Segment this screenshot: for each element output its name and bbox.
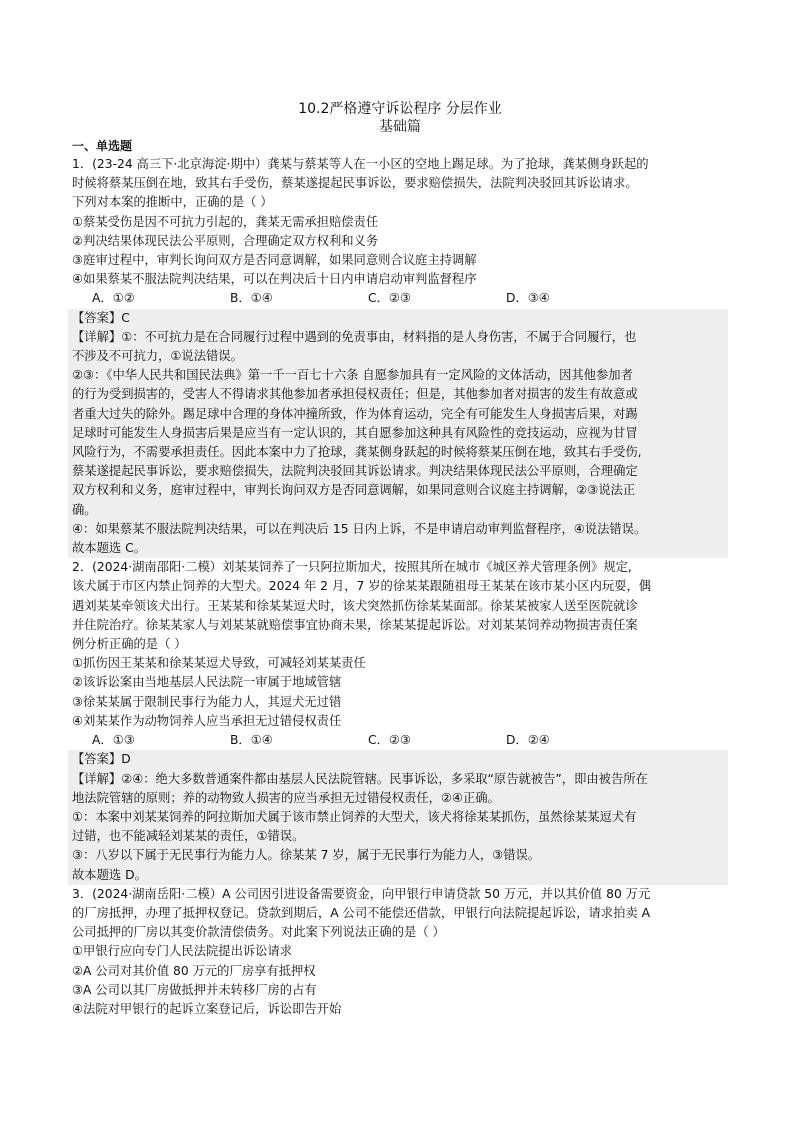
question-stem-line: 3．(2024·湖南岳阳·二模）A 公司因引进设备需要资金，向甲银行申请贷款 50 万元，并以其价值 80 万元 <box>72 886 651 901</box>
statement-item: ④刘某某作为动物饲养人应当承担无过错侵权责任 <box>72 713 342 728</box>
statement-item: ①抓伤因王某某和徐某某逗犬导致，可减轻刘某某责任 <box>72 656 366 671</box>
document-subtitle: 基础篇 <box>379 119 421 135</box>
option-b: B．①④ <box>230 733 273 748</box>
explanation-line: ④：如果蔡某不服法院判决结果，可以在判决后 15 日内上诉，不是申请启动审判监督程序，④说法错误。 <box>72 521 647 536</box>
question-stem-line: 1．(23-24 高三下·北京海淀·期中）龚某与蔡某等人在一小区的空地上踢足球。为了抢球，龚某侧身跃起的 <box>72 157 649 171</box>
option-d: D．②④ <box>506 733 550 748</box>
question-stem-line: 公司抵押的厂房以其变价款清偿债务。对此案下列说法正确的是（ ） <box>72 925 445 940</box>
question-3 <box>72 885 728 1019</box>
explanation-line: 者重大过失的除外。踢足球中合理的身体冲撞所致，作为体育运动，完全有可能发生人身损害后果，对踢 <box>72 406 638 421</box>
explanation-line: 的行为受到损害的，受害人不得请求其他参加者承担侵权责任；但是，其他参加者对损害的发生有故意或 <box>72 387 638 402</box>
explanation-line: ①：本案中刘某某饲养的阿拉斯加犬属于该市禁止饲养的大型犬，该犬将徐某某抓伤，虽然徐某某逗犬有 <box>72 809 637 824</box>
statement-item: ②判决结果体现民法公平原则，合理确定双方权利和义务 <box>72 233 379 248</box>
explanation-line: ③：八岁以下属于无民事行为能力人。徐某某 7 岁，属于无民事行为能力人，③错误。 <box>72 848 541 863</box>
option-a: A．①② <box>92 291 135 306</box>
question-stem-line: 遇刘某某牵领该犬出行。王某某和徐某某逗犬时，该犬突然抓伤徐某某面部。徐某某被家人送至医院就诊 <box>72 598 638 613</box>
statement-item: ③徐某某属于限制民事行为能力人，其逗犬无过错 <box>72 694 342 709</box>
explanation-line: 双方权利和义务，庭审过程中，审判长询问双方是否同意调解，如果同意则合议庭主持调解，②③说法正 <box>72 483 636 498</box>
explanation-line: 【详解】①：不可抗力是在合同履行过程中遇到的免责事由，材料指的是人身伤害，不属于合同履行，也 <box>72 329 637 344</box>
answer-block-1 <box>68 309 728 559</box>
option-c: C．②③ <box>368 291 411 306</box>
explanation-line: 故本题选 C。 <box>72 541 146 556</box>
explanation-line: 地法院管辖的原则；养的动物致人损害的应当承担无过错侵权责任，②④正确。 <box>72 790 500 805</box>
question-stem-line: 例分析正确的是（ ） <box>72 637 187 652</box>
statement-item: ④如果蔡某不服法院判决结果，可以在判决后十日内申请启动审判监督程序 <box>72 272 477 287</box>
statement-item: ③庭审过程中，审判长询问双方是否同意调解，如果同意则合议庭主持调解 <box>72 253 477 268</box>
statement-item: ①甲银行应向专门人民法院提出诉讼请求 <box>72 944 293 959</box>
question-2 <box>72 558 728 750</box>
option-d: D．③④ <box>506 291 550 306</box>
explanation-line: 不涉及不可抗力，①说法错误。 <box>72 349 243 364</box>
explanation-line: 足球时可能发生人身损害后果是应当有一定认识的，其自愿参加这种具有风险性的竞技运动，应视为甘冒 <box>72 425 638 440</box>
answer-block-2 <box>68 750 728 884</box>
question-stem-line: 的厂房抵押，办理了抵押权登记。贷款到期后，A 公司不能偿还借款，甲银行向法院提起诉讼，请求拍卖 A <box>72 905 651 920</box>
question-stem-line: 时候将蔡某压倒在地，致其右手受伤，蔡某遂提起民事诉讼，要求赔偿损失，法院判决驳回其诉讼请求。 <box>72 176 638 191</box>
answer-options <box>72 289 728 308</box>
section-heading: 一、单选题 <box>72 139 133 153</box>
option-a: A．①③ <box>92 733 135 748</box>
statement-item: ④法院对甲银行的起诉立案登记后，诉讼即告开始 <box>72 1001 342 1016</box>
statement-item: ②该诉讼案由当地基层人民法院一审属于地域管辖 <box>72 675 342 690</box>
document-page <box>72 100 728 1019</box>
question-stem-line: 下列对本案的推断中，正确的是（ ） <box>72 195 273 210</box>
explanation-line: 确。 <box>72 502 97 517</box>
document-title: 10.2严格遵守诉讼程序 分层作业 <box>298 101 502 117</box>
explanation-line: 故本题选 D。 <box>72 867 147 882</box>
explanation-line: 风险行为，不需要承担责任。因此本案中力了抢球，龚某侧身跃起的时候将蔡某压倒在地，致其右手受伤, <box>72 445 642 460</box>
statement-item: ①蔡某受伤是因不可抗力引起的，龚某无需承担赔偿责任 <box>72 214 379 229</box>
statement-item: ②A 公司对其价值 80 万元的厂房享有抵押权 <box>72 963 316 978</box>
explanation-line: 蔡某遂提起民事诉讼，要求赔偿损失，法院判决驳回其诉讼请求。判决结果体现民法公平原则，合理确定 <box>72 464 638 479</box>
option-c: C．②③ <box>368 733 411 748</box>
statement-item: ③A 公司以其厂房做抵押并未转移厂房的占有 <box>72 982 317 997</box>
answer-options <box>72 731 728 750</box>
explanation-line: 【详解】②④：绝大多数普通案件都由基层人民法院管辖。民事诉讼，多采取“原告就被告”，即由被告所在 <box>72 771 648 786</box>
explanation-line: 过错，也不能减轻刘某某的责任，①错误。 <box>72 829 305 844</box>
question-stem-line: 2．(2024·湖南邵阳·二模）刘某某饲养了一只阿拉斯加犬，按照其所在城市《城区养犬管理条例》规定, <box>72 560 632 575</box>
question-1 <box>72 155 728 309</box>
answer-line: 【答案】C <box>72 310 130 325</box>
question-stem-line: 并住院治疗。徐某某家人与刘某某就赔偿事宜协商未果，徐某某提起诉讼。对刘某某饲养动物损害责任案 <box>72 617 638 632</box>
answer-line: 【答案】D <box>72 752 131 767</box>
option-b: B．①④ <box>230 291 273 306</box>
explanation-line: ②③：《中华人民共和国民法典》第一千一百七十六条 自愿参加具有一定风险的文体活动，因其他参加者 <box>72 368 633 383</box>
question-stem-line: 该犬属于市区内禁止饲养的大型犬。2024 年 2 月，7 岁的徐某某跟随祖母王某某在该市某小区内玩耍，偶 <box>72 579 652 594</box>
